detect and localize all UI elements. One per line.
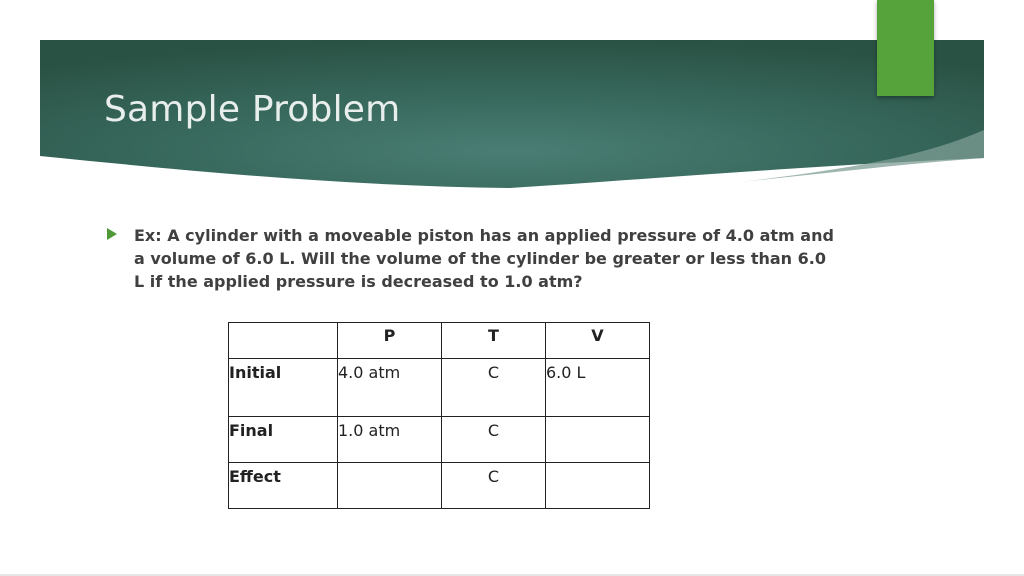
triangle-right-icon [107, 228, 117, 240]
cell-v [546, 417, 650, 463]
cell-t: C [442, 359, 546, 417]
row-label: Effect [229, 463, 338, 509]
header-cell-t: T [442, 323, 546, 359]
pressure-volume-table [228, 322, 650, 509]
table-header-row [229, 323, 650, 359]
table-row [229, 463, 650, 509]
header-cell-blank [229, 323, 338, 359]
slide-title: Sample Problem [104, 89, 401, 130]
cell-v: 6.0 L [546, 359, 650, 417]
cell-t: C [442, 417, 546, 463]
row-label: Final [229, 417, 338, 463]
table-row [229, 417, 650, 463]
cell-p: 4.0 atm [338, 359, 442, 417]
header-cell-v: V [546, 323, 650, 359]
cell-p: 1.0 atm [338, 417, 442, 463]
table-row [229, 359, 650, 417]
cell-v [546, 463, 650, 509]
cell-p [338, 463, 442, 509]
accent-tab [877, 0, 934, 96]
bullet-text: Ex: A cylinder with a moveable piston has an applied pressure of 4.0 atm and a volume of 6.0 L. Will the volume of the cylinder be greater or less than 6.0 L if the applied pressure is decreased to 1.0 atm? [134, 226, 834, 291]
header-cell-p: P [338, 323, 442, 359]
cell-t: C [442, 463, 546, 509]
row-label: Initial [229, 359, 338, 417]
